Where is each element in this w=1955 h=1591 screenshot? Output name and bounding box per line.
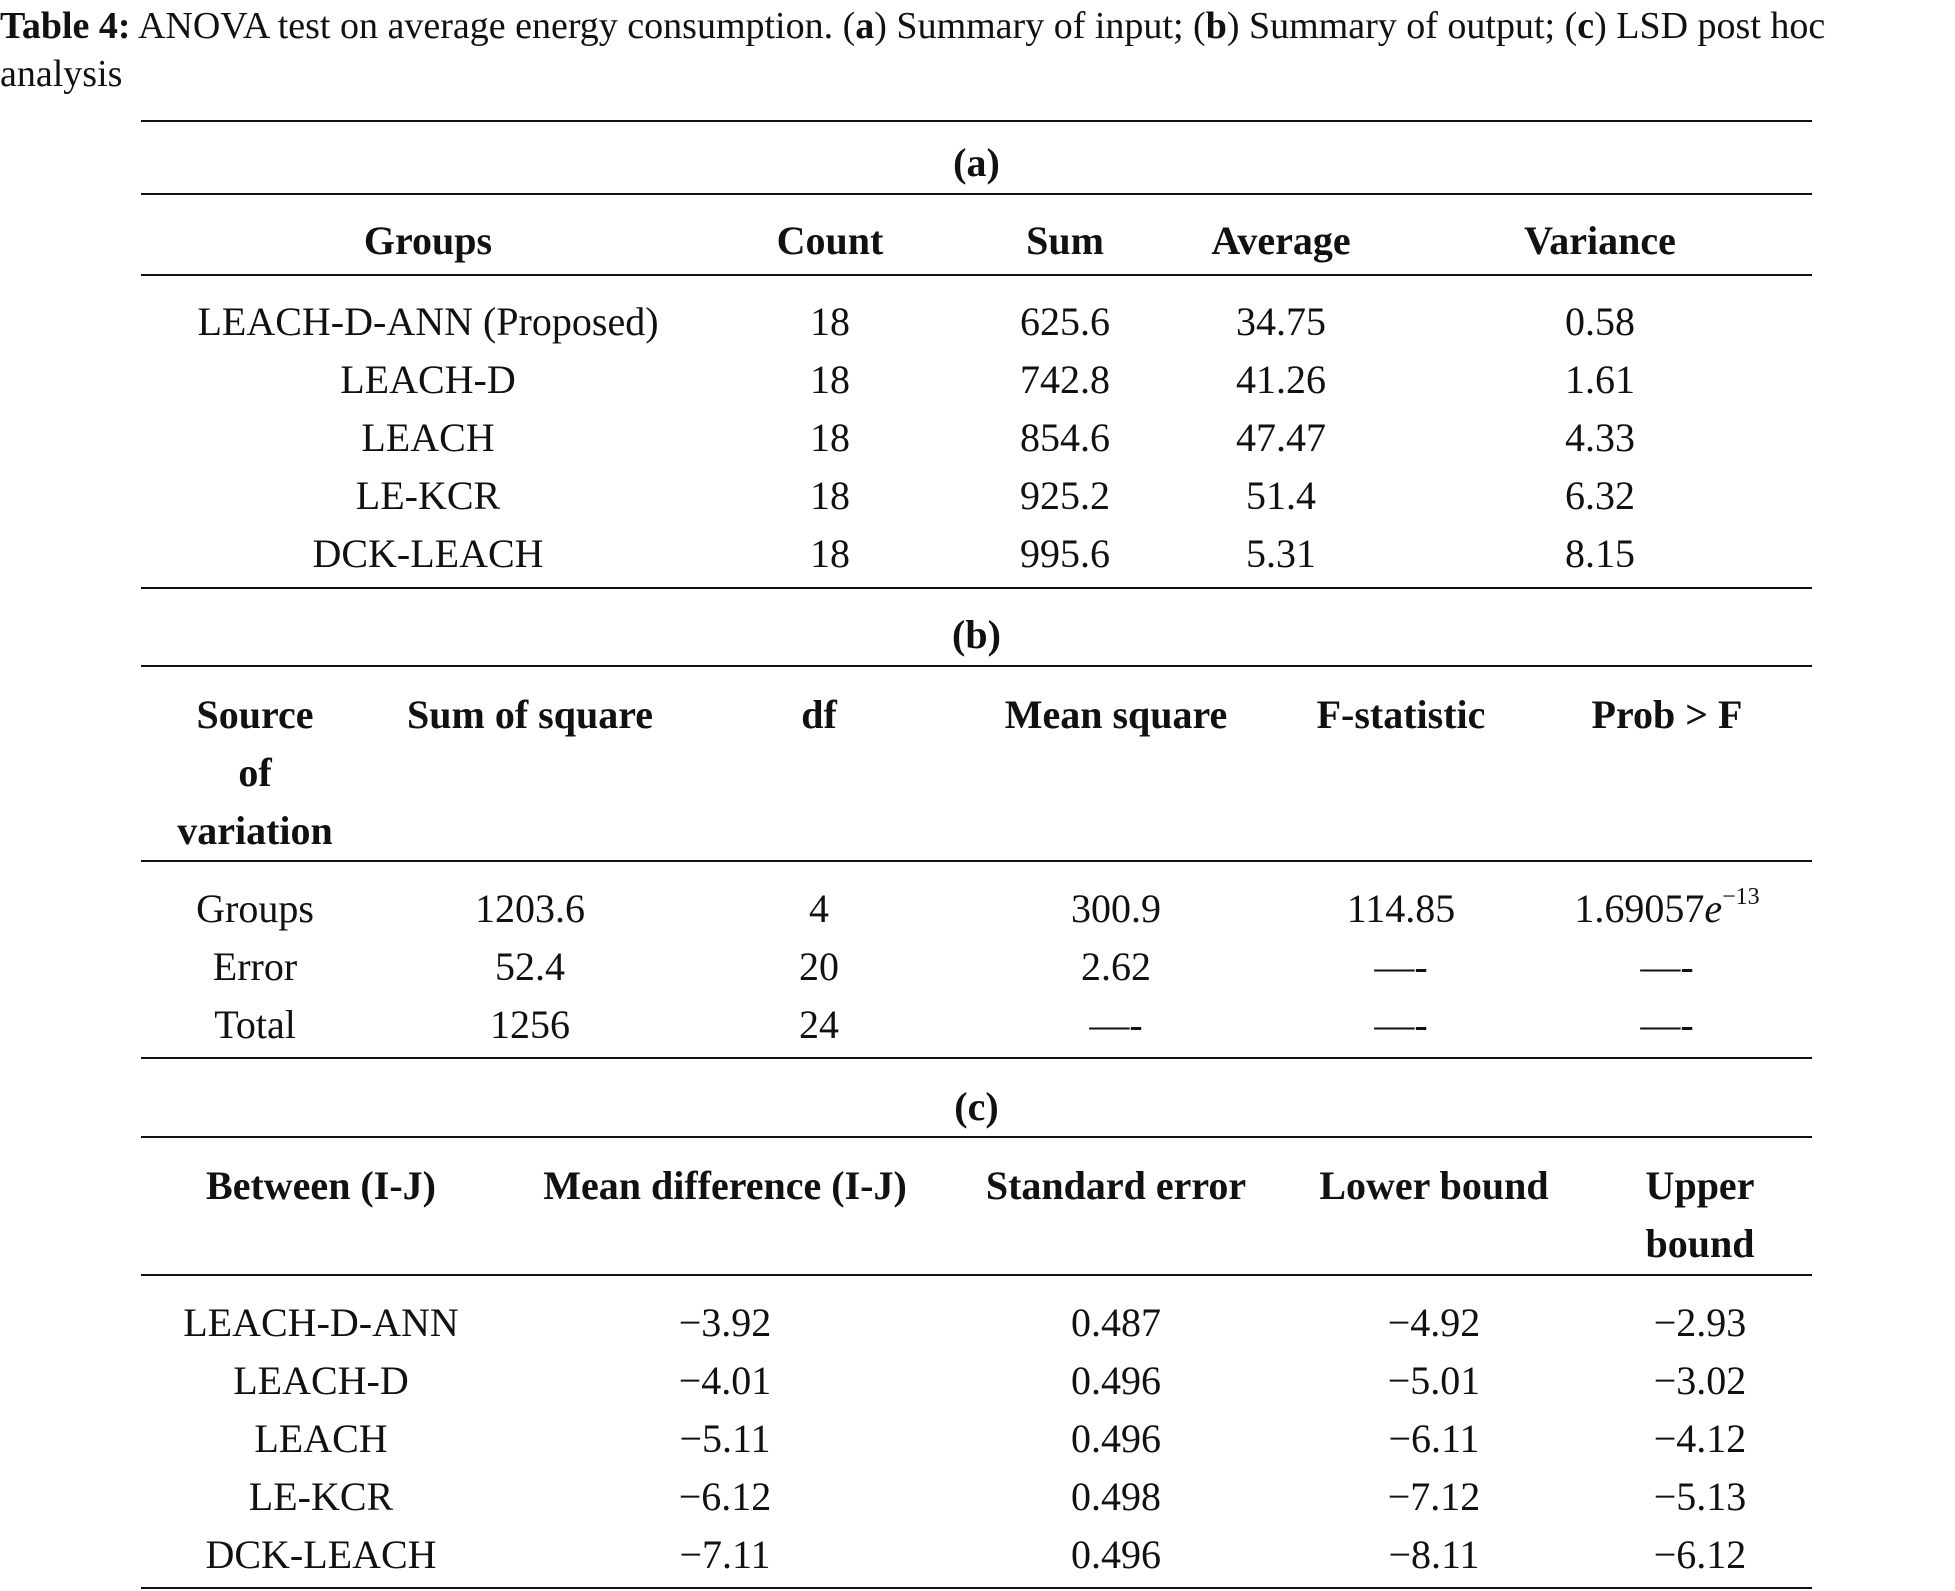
table-cell: 18: [810, 415, 850, 460]
table-cell: LEACH-D: [340, 357, 516, 402]
table-cell: 18: [810, 531, 850, 576]
prob-exponent-base: e: [1704, 886, 1723, 931]
table-cell: 18: [810, 473, 850, 518]
col-header: Sum of square: [407, 692, 653, 737]
table-cell: 0.498: [1071, 1474, 1161, 1519]
table-row: [141, 351, 1812, 409]
col-header: F-statistic: [1316, 692, 1486, 737]
table-cell: −5.11: [679, 1416, 771, 1461]
rule: [141, 274, 1812, 276]
table-cell: 0.58: [1565, 299, 1635, 344]
table-cell: −6.12: [1653, 1532, 1747, 1577]
table-cell: 0.496: [1071, 1358, 1161, 1403]
rule: [141, 120, 1812, 122]
table-cell: −8.11: [1388, 1532, 1480, 1577]
table-cell: 51.4: [1246, 473, 1316, 518]
col-header: Lower bound: [1319, 1163, 1549, 1208]
table-cell: 34.75: [1236, 299, 1326, 344]
rule: [141, 860, 1812, 862]
header-line: Source: [196, 692, 314, 737]
table-cell: −6.11: [1388, 1416, 1480, 1461]
rule: [141, 1274, 1812, 1276]
col-header: Mean difference (I-J): [543, 1163, 907, 1208]
table-cell: LEACH: [361, 415, 495, 460]
table-cell: 5.31: [1246, 531, 1316, 576]
table-row: [141, 1526, 1812, 1584]
table-row: [141, 1352, 1812, 1410]
section-b-label: (b): [952, 612, 1001, 657]
table-cell: 0.496: [1071, 1532, 1161, 1577]
rule: [141, 193, 1812, 195]
table-cell: DCK-LEACH: [205, 1532, 437, 1577]
caption-line2: analysis: [0, 53, 123, 95]
col-header-source: [177, 686, 333, 860]
table-cell: 925.2: [1020, 473, 1110, 518]
table-row: [141, 1294, 1812, 1352]
table-cell: −4.12: [1653, 1416, 1747, 1461]
table-cell: 47.47: [1236, 415, 1326, 460]
table-row: [141, 996, 1812, 1054]
table-cell: 8.15: [1565, 531, 1635, 576]
table-cell: 114.85: [1346, 886, 1456, 931]
col-header: Sum: [1026, 218, 1104, 263]
col-header: Standard error: [985, 1163, 1247, 1208]
col-header: Average: [1211, 218, 1351, 263]
caption-a: a: [855, 5, 875, 47]
table-cell: 4: [809, 886, 829, 931]
table-cell: Error: [212, 944, 298, 989]
col-header: Variance: [1524, 218, 1676, 263]
table-cell: Total: [214, 1002, 296, 1047]
prob-exponent: −13: [1722, 884, 1760, 910]
table-cell: 1256: [490, 1002, 570, 1047]
table-row: [141, 938, 1812, 996]
table-cell: 20: [799, 944, 839, 989]
table-cell: Groups: [196, 886, 314, 931]
table-cell: LEACH-D: [233, 1358, 409, 1403]
table-cell: —-: [1089, 1002, 1143, 1047]
table-cell: −7.12: [1387, 1474, 1481, 1519]
table-cell: LEACH-D-ANN (Proposed): [197, 299, 659, 344]
section-a-label: (a): [953, 140, 1000, 185]
table-cell: −3.02: [1653, 1358, 1747, 1403]
table-cell: $1.69057e^{-13}$: [1574, 884, 1760, 931]
caption-text: ) LSD post hoc: [1594, 5, 1826, 47]
table-row: [141, 467, 1812, 525]
table-cell: —-: [1640, 1002, 1694, 1047]
col-header: Groups: [363, 218, 493, 263]
table-cell: LEACH: [254, 1416, 388, 1461]
table-cell: —-: [1640, 944, 1694, 989]
table-cell: 18: [810, 299, 850, 344]
table-cell: 742.8: [1020, 357, 1110, 402]
table-cell: −4.92: [1387, 1300, 1481, 1345]
col-header: Between (I-J): [206, 1163, 436, 1208]
col-header-upper-bound: [1646, 1157, 1755, 1273]
table-cell: 995.6: [1020, 531, 1110, 576]
table-cell: 1.61: [1565, 357, 1635, 402]
table-cell: 854.6: [1020, 415, 1110, 460]
table-cell: −5.13: [1653, 1474, 1747, 1519]
caption-text: ) Summary of input; (: [874, 5, 1206, 47]
section-b-header-row: [141, 686, 1812, 866]
table-cell: DCK-LEACH: [312, 531, 544, 576]
header-line: of: [238, 750, 272, 795]
table-cell: —-: [1374, 944, 1428, 989]
rule: [141, 587, 1812, 589]
table-cell: 18: [810, 357, 850, 402]
table-cell: LEACH-D-ANN: [183, 1300, 459, 1345]
table-cell: −3.92: [678, 1300, 772, 1345]
table-cell: 625.6: [1020, 299, 1110, 344]
table-cell: LE-KCR: [355, 473, 501, 518]
rule: [141, 665, 1812, 667]
table-cell: 6.32: [1565, 473, 1635, 518]
header-line: variation: [177, 808, 333, 853]
caption-text: ) Summary of output; (: [1226, 5, 1578, 47]
rule: [141, 1587, 1812, 1589]
table-cell: −6.12: [678, 1474, 772, 1519]
table-row: [141, 1410, 1812, 1468]
header-line: Upper: [1645, 1163, 1755, 1208]
col-header: Prob > F: [1591, 692, 1743, 737]
table-row: [141, 409, 1812, 467]
caption-c: c: [1577, 5, 1595, 47]
table-cell: −7.11: [679, 1532, 771, 1577]
table-cell: −5.01: [1387, 1358, 1481, 1403]
col-header: df: [801, 692, 837, 737]
col-header: Count: [776, 218, 884, 263]
table-cell: −4.01: [678, 1358, 772, 1403]
col-header: Mean square: [1004, 692, 1228, 737]
section-c-header-row: [141, 1157, 1812, 1277]
table-row: [141, 1468, 1812, 1526]
table-cell: —-: [1374, 1002, 1428, 1047]
caption-text: ANOVA test on average energy consumption. (: [130, 5, 856, 47]
rule: [141, 1057, 1812, 1059]
caption-b: b: [1205, 5, 1227, 47]
table-caption: [0, 2, 1955, 98]
table-cell: LE-KCR: [248, 1474, 394, 1519]
table-cell: 1203.6: [475, 886, 585, 931]
table-cell: 0.496: [1071, 1416, 1161, 1461]
table-cell: 52.4: [495, 944, 565, 989]
table-cell: 0.487: [1071, 1300, 1161, 1345]
table-row: [141, 525, 1812, 583]
table-cell: 300.9: [1071, 886, 1161, 931]
table-cell: 4.33: [1565, 415, 1635, 460]
caption-label: Table 4:: [0, 5, 131, 47]
table-row: [141, 880, 1812, 938]
table-cell: 24: [799, 1002, 839, 1047]
table-row: [141, 293, 1812, 351]
section-c-label: (c): [954, 1084, 999, 1129]
table-cell: 41.26: [1236, 357, 1326, 402]
header-line: bound: [1645, 1221, 1755, 1266]
rule: [141, 1136, 1812, 1138]
section-a-header-row: [141, 212, 1812, 270]
table-cell: −2.93: [1653, 1300, 1747, 1345]
table-cell: 2.62: [1081, 944, 1151, 989]
